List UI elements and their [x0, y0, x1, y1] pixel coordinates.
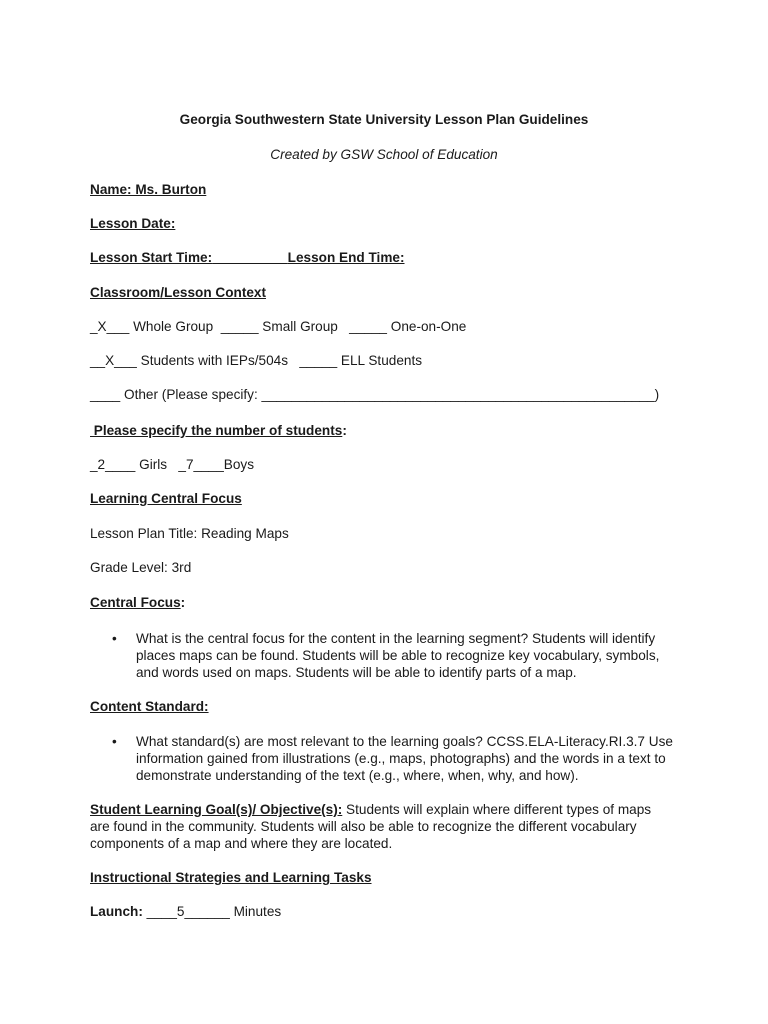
central-focus-heading: Central Focus [90, 595, 181, 610]
content-standard-heading: Content Standard: [90, 699, 209, 714]
context-students-line: __X___ Students with IEPs/504s _____ ELL Students [90, 353, 423, 368]
lesson-time-line [90, 249, 405, 266]
students-heading-line [90, 422, 347, 439]
start-time-label: Lesson Start Time: [90, 250, 213, 265]
central-focus-text: What is the central focus for the content in the learning segment? Students will identify places maps can be found. Students will be able to recognize key vocabulary, symbols, and words used on maps. Students will be able to identify parts of a map. [136, 631, 660, 680]
launch-minutes: ____5______ Minutes [142, 904, 282, 919]
launch-label: Launch: [90, 904, 143, 919]
context-other-line: ____ Other (Please specify: ____________________________________________________) [90, 387, 660, 402]
document-title: Georgia Southwestern State University Lesson Plan Guidelines [179, 112, 589, 127]
document-subtitle: Created by GSW School of Education [270, 147, 498, 162]
focus-heading: Learning Central Focus [90, 491, 242, 506]
context-group-line: _X___ Whole Group _____ Small Group _____ One-on-One [90, 319, 467, 334]
central-focus-colon: : [180, 595, 186, 610]
learning-goal-label: Student Learning Goal(s)/ Objective(s): [90, 802, 343, 817]
central-focus-line [90, 594, 185, 611]
end-time-label: Lesson End Time: [287, 250, 405, 265]
lesson-title-line: Lesson Plan Title: Reading Maps [90, 526, 289, 541]
lesson-date-label: Lesson Date: [90, 216, 176, 231]
strategies-heading: Instructional Strategies and Learning Tasks [90, 870, 372, 885]
students-count-line: _2____ Girls _7____Boys [90, 457, 254, 472]
students-heading-colon: : [342, 423, 347, 438]
students-heading: Please specify the number of students [90, 423, 343, 438]
content-standard-text: What standard(s) are most relevant to the learning goals? CCSS.ELA-Literacy.RI.3.7 Use information gained from illustrations (e.g., maps, photographs) and the words in a text to demonstrate understanding of the text (e.g., where, when, why, and how). [136, 734, 673, 783]
time-blank [212, 250, 288, 265]
teacher-name: Name: Ms. Burton [90, 182, 207, 197]
bullet-icon: • [112, 734, 117, 749]
learning-goal-text: Students will explain where different types of maps are found in the community. Students will also be able to recognize the different vocabulary components of a map and where they are located. [90, 802, 652, 851]
launch-line [90, 903, 281, 920]
grade-level-line: Grade Level: 3rd [90, 560, 192, 575]
learning-goal-paragraph [90, 801, 670, 852]
context-heading: Classroom/Lesson Context [90, 285, 267, 300]
bullet-icon: • [112, 631, 117, 646]
